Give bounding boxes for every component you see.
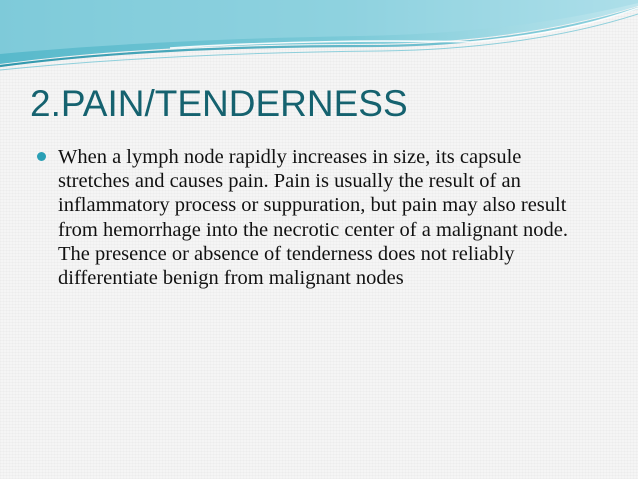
bullet-item	[37, 145, 597, 290]
bullet-dot-icon	[37, 152, 46, 161]
slide-title: 2.PAIN/TENDERNESS	[30, 83, 408, 124]
bullet-text: When a lymph node rapidly increases in size, its capsule stretches and causes pain. Pain is usually the result of an inflammatory process or suppuration, but pain may also result from hemorrhage into the necrotic center of a malignant node. The presence or absence of tenderness does not reliably differentiate benign from malignant nodes	[58, 146, 569, 290]
decorative-wave-header	[0, 0, 638, 80]
bullet-list	[37, 145, 597, 290]
